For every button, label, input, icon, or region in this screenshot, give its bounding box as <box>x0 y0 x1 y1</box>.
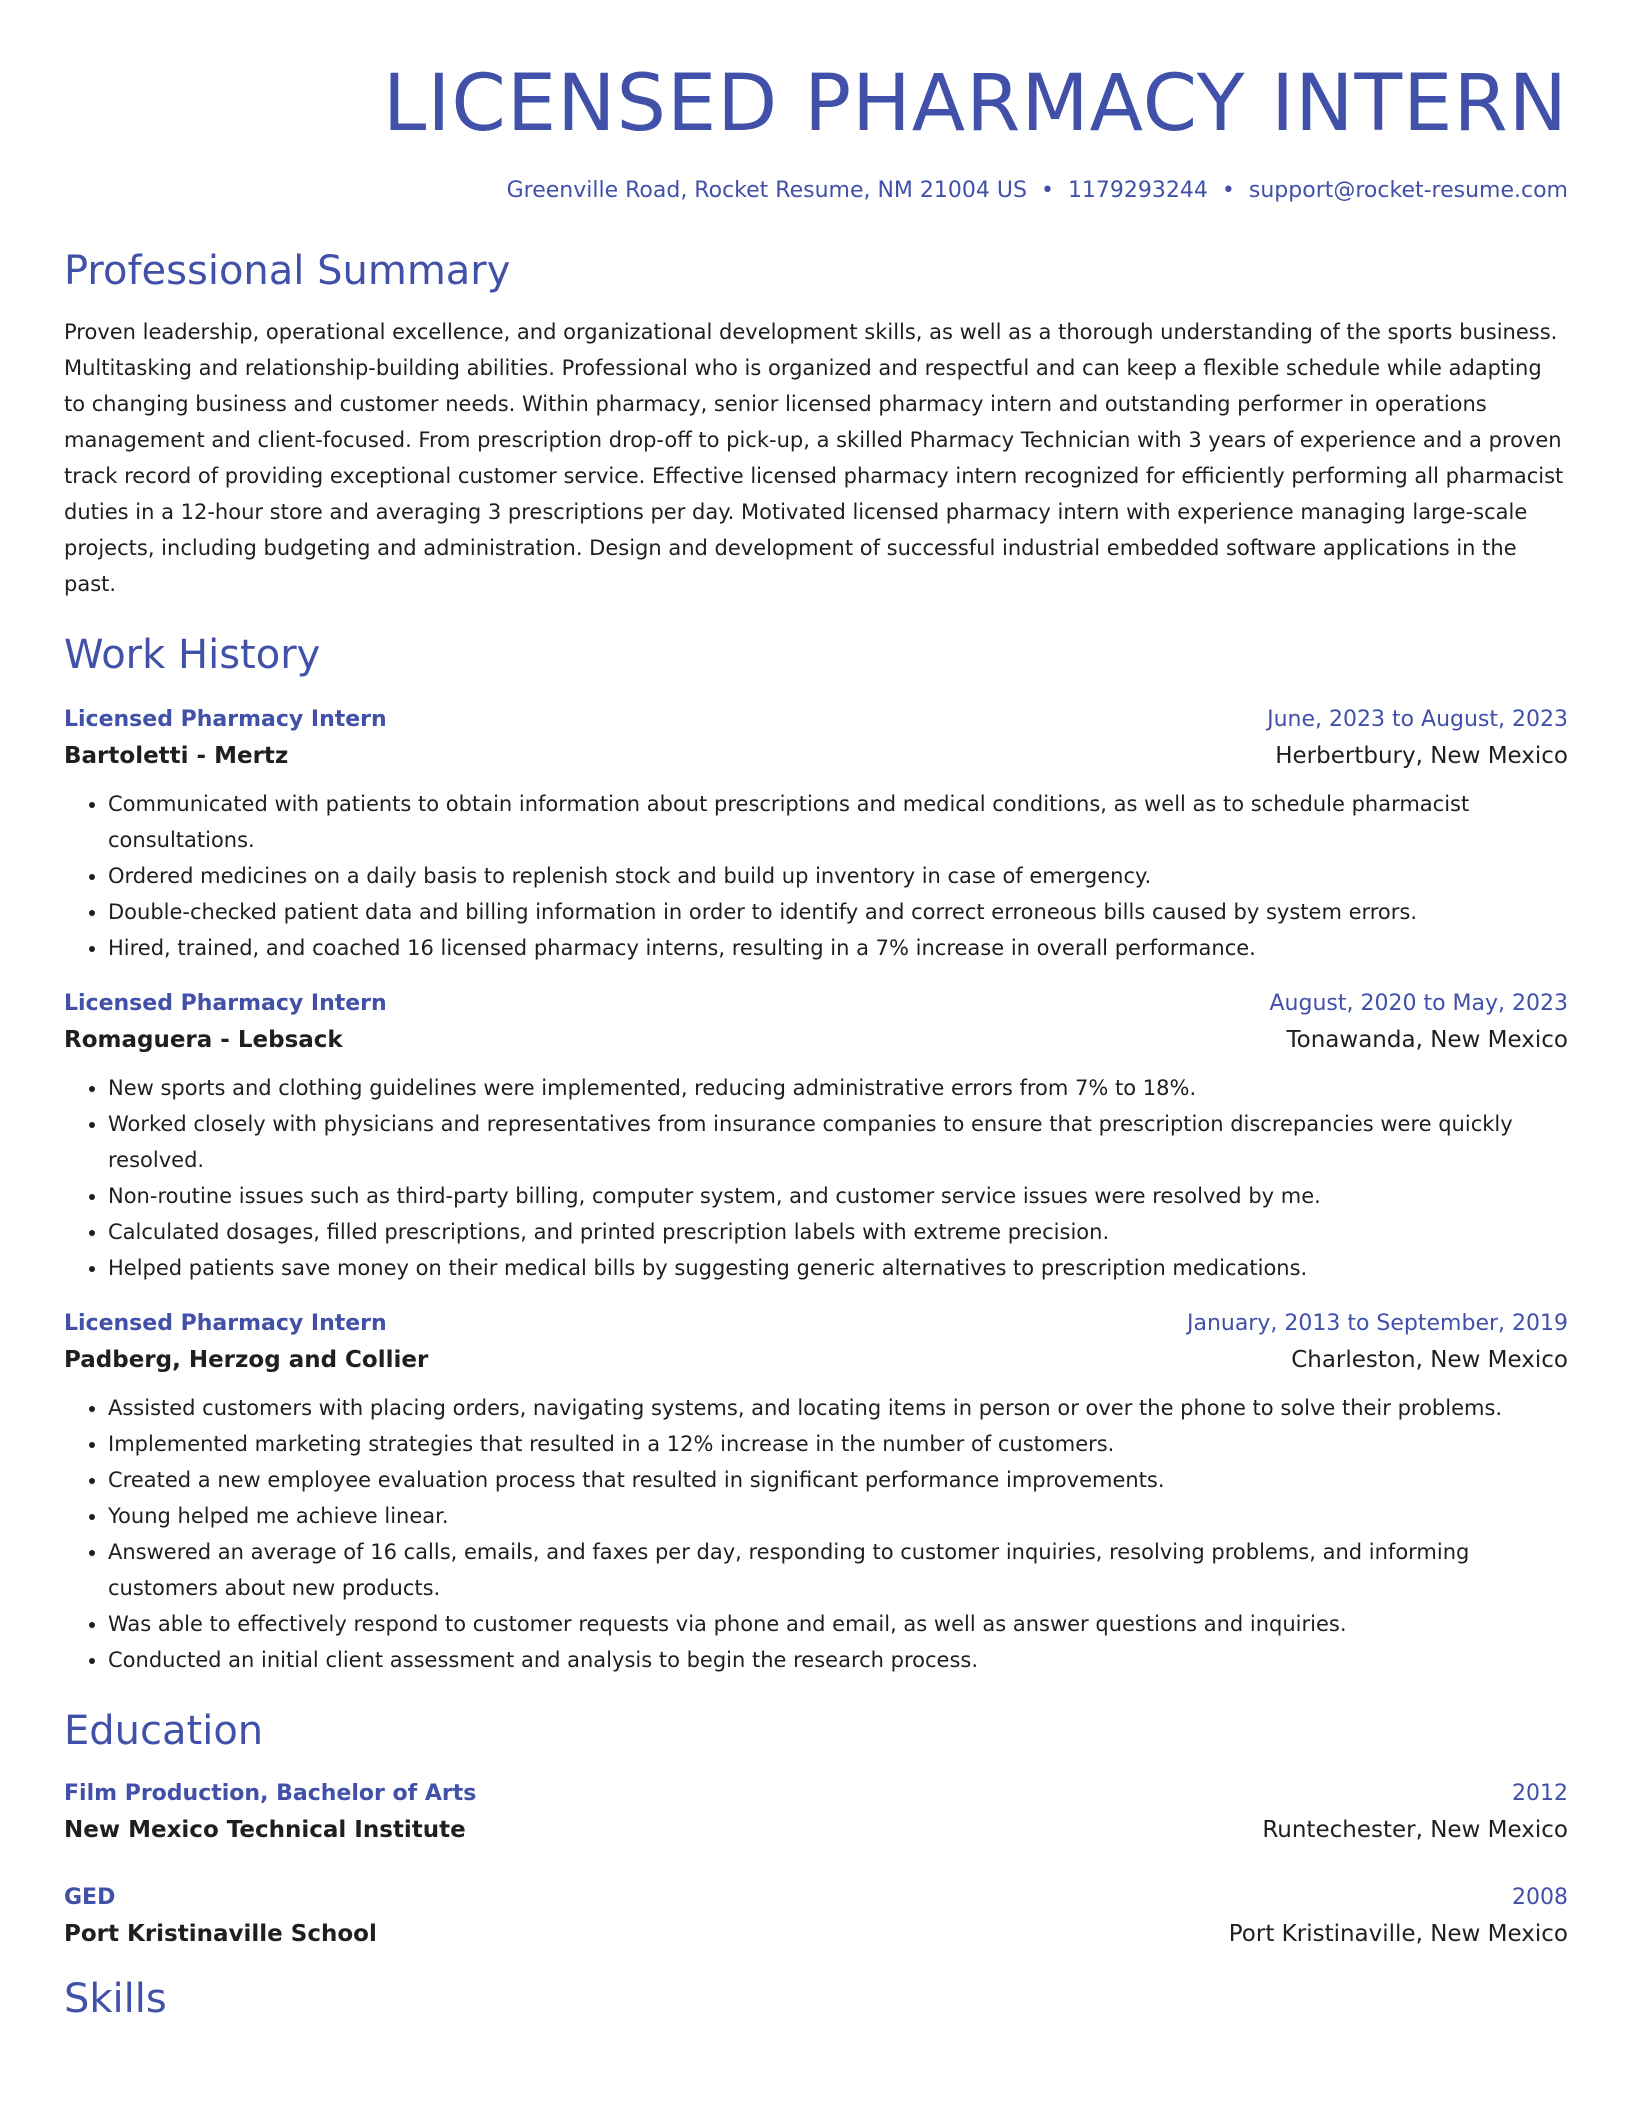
education-degree: Film Production, Bachelor of Arts <box>64 1781 477 1806</box>
job-location: Tonawanda, New Mexico <box>1286 1027 1568 1053</box>
job-company: Romaguera - Lebsack <box>64 1027 343 1053</box>
education-entry <box>64 1776 1568 1848</box>
job-bullet: • Created a new employee evaluation process that resulted in significant performance improvements. <box>108 1462 1568 1498</box>
skills-heading: Skills <box>64 1976 167 2022</box>
contact-separator: • <box>1040 178 1054 203</box>
job-company: Bartoletti - Mertz <box>64 743 289 769</box>
job-bullet: • Double-checked patient data and billing information in order to identify and correct erroneous bills caused by system errors. <box>108 894 1568 930</box>
job-bullet: • Young helped me achieve linear. <box>108 1498 1568 1534</box>
contact-address: Greenville Road, Rocket Resume, NM 21004 US <box>506 178 1027 203</box>
education-degree: GED <box>64 1885 116 1910</box>
work-history-heading: Work History <box>64 632 321 678</box>
education-school: New Mexico Technical Institute <box>64 1817 466 1843</box>
job-bullet: • Calculated dosages, filled prescriptions, and printed prescription labels with extreme precision. <box>108 1214 1568 1250</box>
skills-section <box>64 1974 1568 2024</box>
job-bullet: • Helped patients save money on their medical bills by suggesting generic alternatives to prescription medications. <box>108 1250 1568 1286</box>
job-bullet: • Worked closely with physicians and representatives from insurance companies to ensure that prescription discrepancies were quickly resolved. <box>108 1106 1568 1178</box>
contact-phone: 1179293244 <box>1067 178 1208 203</box>
contact-line <box>64 176 1568 206</box>
education-school: Port Kristinaville School <box>64 1921 377 1947</box>
job-bullet: • New sports and clothing guidelines were implemented, reducing administrative errors from 7% to 18%. <box>108 1070 1568 1106</box>
job-role: Licensed Pharmacy Intern <box>64 1311 387 1336</box>
summary-text: Proven leadership, operational excellence, and organizational development skills, as well as a thorough understanding of the sports business. Multitasking and relationship-building abilities. Professional who is organized and respectful and can keep a flexible schedule while adapting to changing business and customer needs. Within pharmacy, senior licensed pharmacy intern and outstanding performer in operations management and client-focused. From prescription drop-off to pick-up, a skilled Pharmacy Technician with 3 years of experience and a proven track record of providing exceptional customer service. Effective licensed pharmacy intern recognized for efficiently performing all pharmacist duties in a 12-hour store and averaging 3 prescriptions per day. Motivated licensed pharmacy intern with experience managing large-scale projects, including budgeting and administration. Design and development of successful industrial embedded software applications in the past. <box>64 320 1564 596</box>
education-heading: Education <box>64 1708 264 1754</box>
resume-header <box>64 54 1568 206</box>
job-dates: August, 2020 to May, 2023 <box>1269 991 1568 1016</box>
job-role: Licensed Pharmacy Intern <box>64 991 387 1016</box>
education-location: Port Kristinaville, New Mexico <box>1228 1921 1568 1947</box>
summary-section <box>64 246 1568 602</box>
summary-heading: Professional Summary <box>64 248 511 294</box>
education-year: 2008 <box>1512 1885 1568 1910</box>
education-section <box>64 1706 1568 1952</box>
job-bullet: • Was able to effectively respond to customer requests via phone and email, as well as answer questions and inquiries. <box>108 1606 1568 1642</box>
contact-separator: • <box>1221 178 1235 203</box>
job-bullet: • Implemented marketing strategies that resulted in a 12% increase in the number of customers. <box>108 1426 1568 1462</box>
contact-email: support@rocket-resume.com <box>1248 178 1568 203</box>
job-bullet: • Non-routine issues such as third-party billing, computer system, and customer service issues were resolved by me. <box>108 1178 1568 1214</box>
job-bullet: • Ordered medicines on a daily basis to replenish stock and build up inventory in case of emergency. <box>108 858 1568 894</box>
education-location: Runtechester, New Mexico <box>1262 1817 1568 1843</box>
job-entry <box>64 1306 1568 1678</box>
job-bullets <box>64 786 1568 966</box>
job-bullet: • Communicated with patients to obtain information about prescriptions and medical conditions, as well as to schedule pharmacist consultations. <box>108 786 1568 858</box>
job-location: Charleston, New Mexico <box>1291 1347 1568 1373</box>
job-location: Herbertbury, New Mexico <box>1275 743 1568 769</box>
job-dates: January, 2013 to September, 2019 <box>1186 1311 1568 1336</box>
education-entry <box>64 1880 1568 1952</box>
job-bullets <box>64 1390 1568 1678</box>
work-history-section <box>64 630 1568 1678</box>
job-role: Licensed Pharmacy Intern <box>64 707 387 732</box>
job-company: Padberg, Herzog and Collier <box>64 1347 429 1373</box>
job-bullet: • Hired, trained, and coached 16 licensed pharmacy interns, resulting in a 7% increase in overall performance. <box>108 930 1568 966</box>
job-bullets <box>64 1070 1568 1286</box>
job-bullet: • Assisted customers with placing orders, navigating systems, and locating items in person or over the phone to solve their problems. <box>108 1390 1568 1426</box>
job-entry <box>64 702 1568 966</box>
job-entry <box>64 986 1568 1286</box>
job-bullet: • Conducted an initial client assessment and analysis to begin the research process. <box>108 1642 1568 1678</box>
candidate-title: LICENSED PHARMACY INTERN <box>382 59 1568 149</box>
education-year: 2012 <box>1512 1781 1568 1806</box>
job-dates: June, 2023 to August, 2023 <box>1267 707 1568 732</box>
job-bullet: • Answered an average of 16 calls, emails, and faxes per day, responding to customer inquiries, resolving problems, and informing customers about new products. <box>108 1534 1568 1606</box>
